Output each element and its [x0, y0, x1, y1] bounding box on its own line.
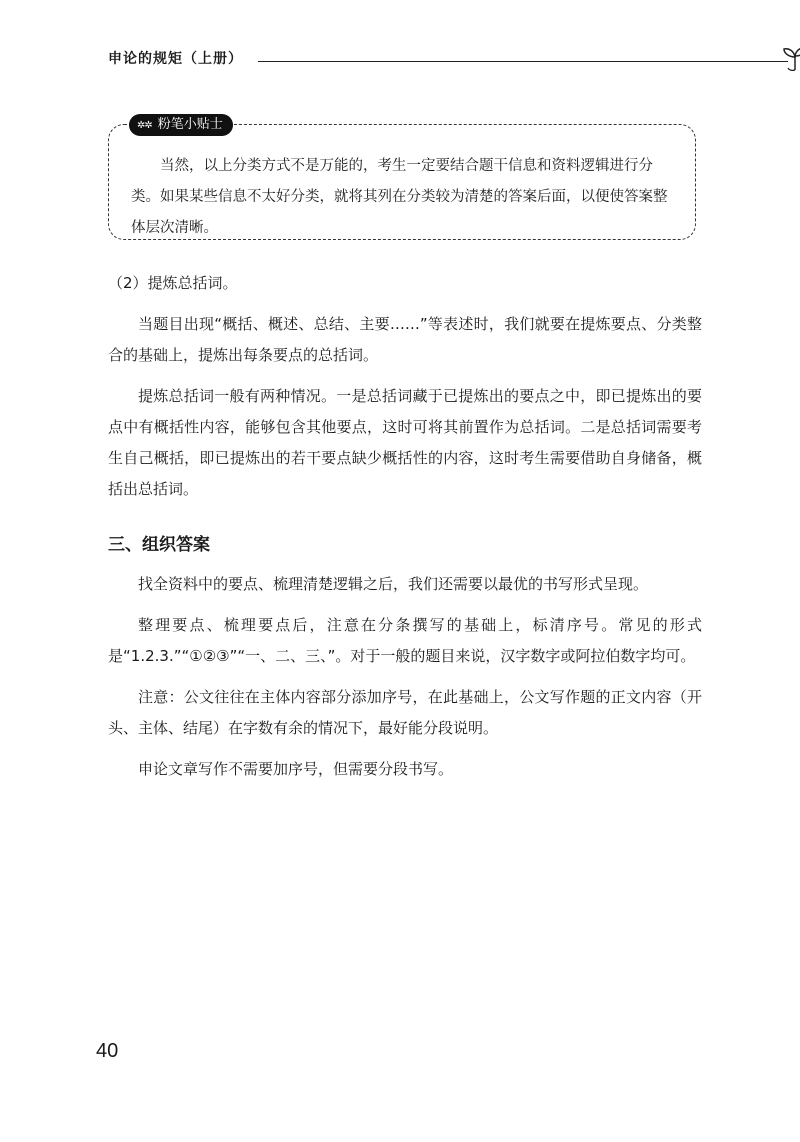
page-number: 40 [96, 1040, 119, 1062]
paragraph-4: 整理要点、梳理要点后，注意在分条撰写的基础上，标清序号。常见的形式是“1.2.3.”“①②③”“一、二、三、”。对于一般的题目来说，汉字数字或阿拉伯数字均可。 [108, 616, 702, 665]
paragraph-5: 注意：公文往往在主体内容部分添加序号，在此基础上，公文写作题的正文内容（开头、主体、结尾）在字数有余的情况下，最好能分段说明。 [108, 688, 702, 737]
running-header [108, 44, 708, 74]
body-content [108, 268, 702, 785]
sub-heading: （2）提炼总括词。 [108, 274, 238, 292]
sprout-icon [780, 44, 800, 72]
tip-box [108, 117, 696, 240]
paragraph-3: 找全资料中的要点、梳理清楚逻辑之后，我们还需要以最优的书写形式呈现。 [138, 575, 649, 593]
tip-text: 当然，以上分类方式不是万能的，考生一定要结合题干信息和资料逻辑进行分类。如果某些信息不太好分类，就将其列在分类较为清楚的答案后面，以便使答案整体层次清晰。 [131, 158, 668, 236]
section-heading: 三、组织答案 [108, 535, 210, 555]
tip-badge-label: 粉笔小贴士 [157, 117, 223, 132]
book-title: 申论的规矩（上册） [108, 51, 243, 67]
sparkle-icon: ✲✲ [137, 120, 152, 131]
paragraph-1: 当题目出现“概括、概述、总结、主要……”等表述时，我们就要在提炼要点、分类整合的基础上，提炼出每条要点的总括词。 [108, 315, 702, 364]
tip-badge [129, 114, 233, 136]
header-rule [258, 61, 788, 62]
paragraph-6: 申论文章写作不需要加序号，但需要分段书写。 [138, 760, 454, 778]
paragraph-2: 提炼总括词一般有两种情况。一是总括词藏于已提炼出的要点之中，即已提炼出的要点中有概括性内容，能够包含其他要点，这时可将其前置作为总括词。二是总括词需要考生自己概括，即已提炼出的若干要点缺少概括性的内容，这时考生需要借助自身储备，概括出总括词。 [108, 387, 702, 498]
